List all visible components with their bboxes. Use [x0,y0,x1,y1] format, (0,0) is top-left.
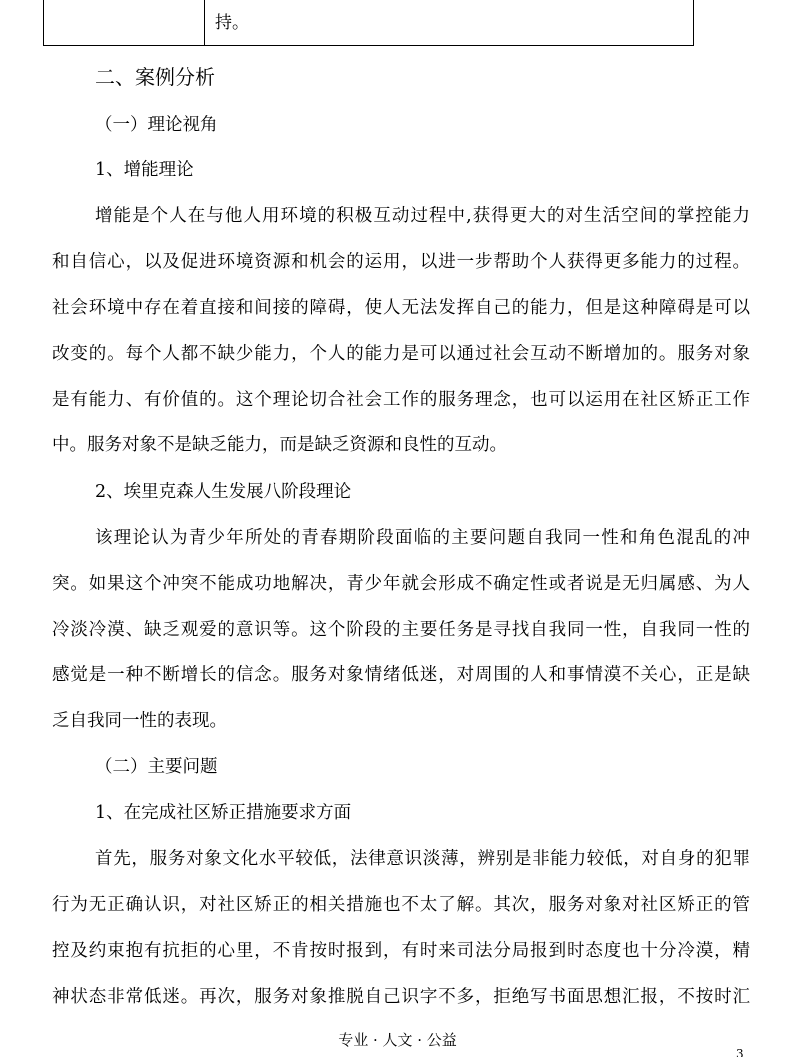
theory2-line: 冷淡冷漠、缺乏观爱的意识等。这个阶段的主要任务是寻找自我同一性，自我同一性的 [52,620,750,640]
theory1-line: 和自信心，以及促进环境资源和机会的运用，以进一步帮助个人获得更多能力的过程。 [52,252,750,272]
page-footer: 专业 · 人文 · 公益 [338,1031,457,1049]
subsection-title-theory: （一）理论视角 [95,115,218,135]
problem1-line: 控及约束抱有抗拒的心里，不肯按时报到，有时来司法分局报到时态度也十分冷漠，精 [52,941,750,961]
subsection-title-problems: （二）主要问题 [95,757,218,777]
problem1-title: 1、在完成社区矫正措施要求方面 [95,803,352,823]
problem1-line: 行为无正确认识，对社区矫正的相关措施也不太了解。其次，服务对象对社区矫正的管 [52,895,750,915]
theory2-line: 乏自我同一性的表现。 [52,711,227,731]
theory1-line: 增能是个人在与他人用环境的积极互动过程中,获得更大的对生活空间的掌控能力 [95,206,750,226]
theory1-line: 社会环境中存在着直接和间接的障碍，使人无法发挥自己的能力，但是这种障碍是可以 [52,298,750,318]
page-number: 3 [736,1048,744,1057]
table-cell-right: 持。 [215,13,249,33]
theory2-line: 突。如果这个冲突不能成功地解决，青少年就会形成不确定性或者说是无归属感、为人 [52,574,750,594]
theory1-line: 是有能力、有价值的。这个理论切合社会工作的服务理念，也可以运用在社区矫正工作 [52,390,750,410]
section-title: 二、案例分析 [95,65,215,89]
theory2-line: 感觉是一种不断增长的信念。服务对象情绪低迷，对周围的人和事情漠不关心，正是缺 [52,665,750,685]
problem1-line: 神状态非常低迷。再次，服务对象推脱自己识字不多，拒绝写书面思想汇报，不按时汇 [52,987,750,1007]
theory2-line: 该理论认为青少年所处的青春期阶段面临的主要问题自我同一性和角色混乱的冲 [95,528,750,548]
theory1-line: 中。服务对象不是缺乏能力，而是缺乏资源和良性的互动。 [52,435,507,455]
theory1-line: 改变的。每个人都不缺少能力，个人的能力是可以通过社会互动不断增加的。服务对象 [52,344,750,364]
theory1-title: 1、增能理论 [95,160,194,180]
table-fragment [43,0,694,46]
theory2-title: 2、埃里克森人生发展八阶段理论 [95,482,352,502]
problem1-line: 首先，服务对象文化水平较低，法律意识淡薄，辨别是非能力较低，对自身的犯罪 [95,849,750,869]
table-cell-left [44,0,205,45]
